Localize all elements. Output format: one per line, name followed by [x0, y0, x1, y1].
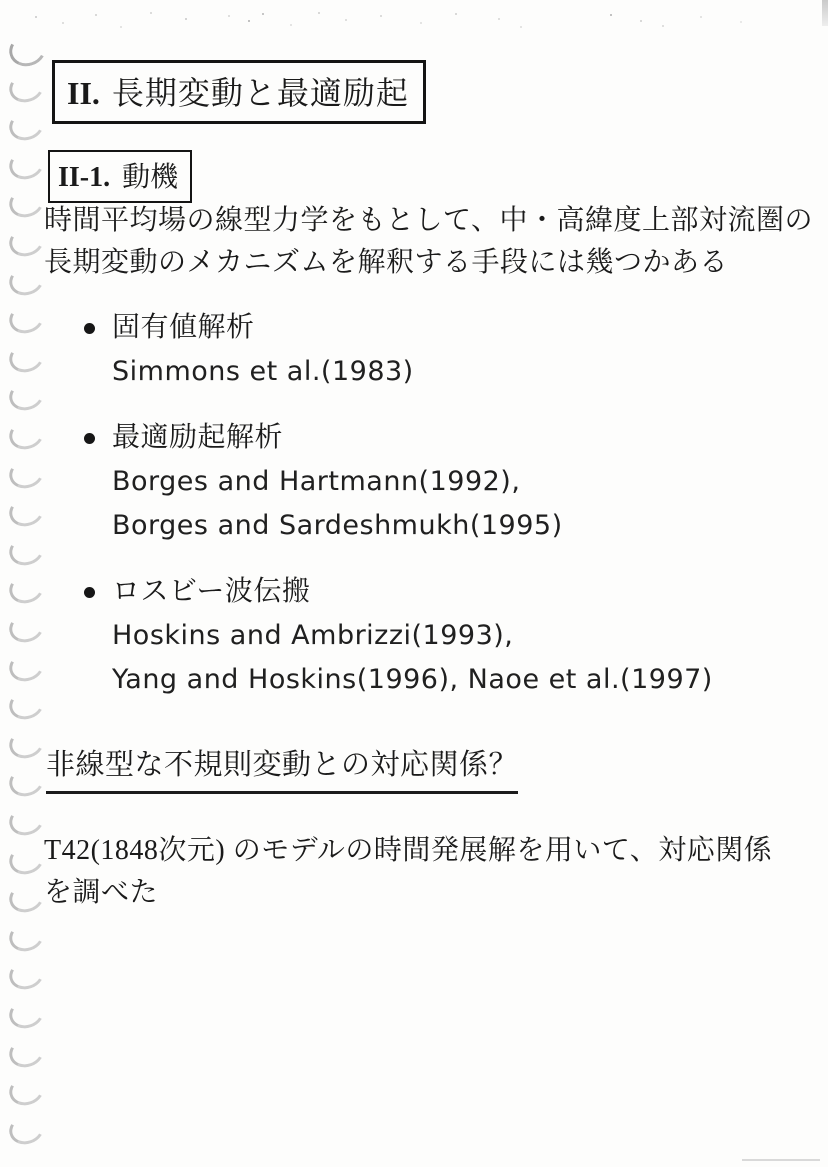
binder-ring-icon [5, 994, 47, 1032]
bullet-heading: 最適励起解析 [112, 422, 284, 453]
binder-ring-icon [5, 145, 47, 183]
binder-ring-icon [5, 685, 47, 723]
binder-ring-icon [5, 68, 47, 106]
bullet-item [84, 570, 713, 702]
binder-ring-icon [5, 261, 47, 299]
binder-ring-icon [5, 184, 47, 222]
binder-ring-icon [5, 299, 47, 337]
bullet-heading: 固有値解析 [112, 312, 255, 343]
section-label: 動機 [122, 162, 179, 193]
page-title [52, 60, 426, 124]
binder-rings [0, 0, 50, 1167]
binder-ring-icon [5, 106, 47, 144]
bullet-item [84, 416, 713, 548]
intro-line: 時間平均場の線型力学をもとして、中・高緯度上部対流圏の [44, 205, 813, 236]
scan-edge-line [742, 1159, 820, 1161]
binder-ring-icon [5, 878, 47, 916]
section-numeral: II-1. [58, 162, 111, 193]
section-heading [48, 150, 192, 203]
bullet-dot-icon [84, 433, 95, 444]
binder-ring-icon [5, 608, 47, 646]
binder-ring-icon [5, 531, 47, 569]
binder-ring-icon [5, 840, 47, 878]
closing-line: T42(1848次元) のモデルの時間発展解を用いて、対応関係 [44, 835, 773, 866]
bullet-item [84, 306, 713, 394]
bullet-dot-icon [84, 323, 95, 334]
intro-line: 長期変動のメカニズムを解釈する手段には幾つかある [44, 247, 729, 278]
binder-ring-icon [5, 570, 47, 608]
closing-line: を調べた [44, 877, 159, 908]
scan-edge-streak [822, 0, 828, 26]
question-heading: 非線型な不規則変動との対応関係？ [46, 742, 518, 794]
bullet-heading: ロスビー波伝搬 [112, 576, 311, 607]
scan-noise-speckles [0, 0, 2, 2]
reference-line: Hoskins and Ambrizzi(1993), [112, 620, 514, 651]
binder-ring-icon [5, 647, 47, 685]
binder-ring-icon [5, 338, 47, 376]
title-numeral: II. [67, 75, 100, 111]
title-label: 長期変動と最適励起 [111, 75, 409, 111]
reference-line: Borges and Sardeshmukh(1995) [112, 510, 563, 541]
binder-ring-icon [5, 1071, 47, 1109]
bullet-list [84, 306, 713, 724]
reference-line: Borges and Hartmann(1992), [112, 466, 521, 497]
reference-line: Yang and Hoskins(1996), Naoe et al.(1997) [112, 664, 713, 695]
binder-ring-icon [5, 377, 47, 415]
reference-line: Simmons et al.(1983) [112, 356, 414, 387]
binder-ring-icon [5, 415, 47, 453]
intro-paragraph [44, 200, 813, 284]
binder-ring-icon [5, 801, 47, 839]
binder-ring-icon [5, 1110, 47, 1148]
bullet-dot-icon [84, 587, 95, 598]
binder-ring-icon [5, 1033, 47, 1071]
closing-paragraph [44, 830, 772, 914]
binder-ring-icon [5, 917, 47, 955]
binder-ring-icon [5, 454, 47, 492]
binder-ring-icon [5, 724, 47, 762]
binder-ring-icon [5, 29, 50, 71]
binder-ring-icon [5, 763, 47, 801]
binder-ring-icon [5, 492, 47, 530]
binder-ring-icon [5, 956, 47, 994]
binder-ring-icon [5, 222, 47, 260]
